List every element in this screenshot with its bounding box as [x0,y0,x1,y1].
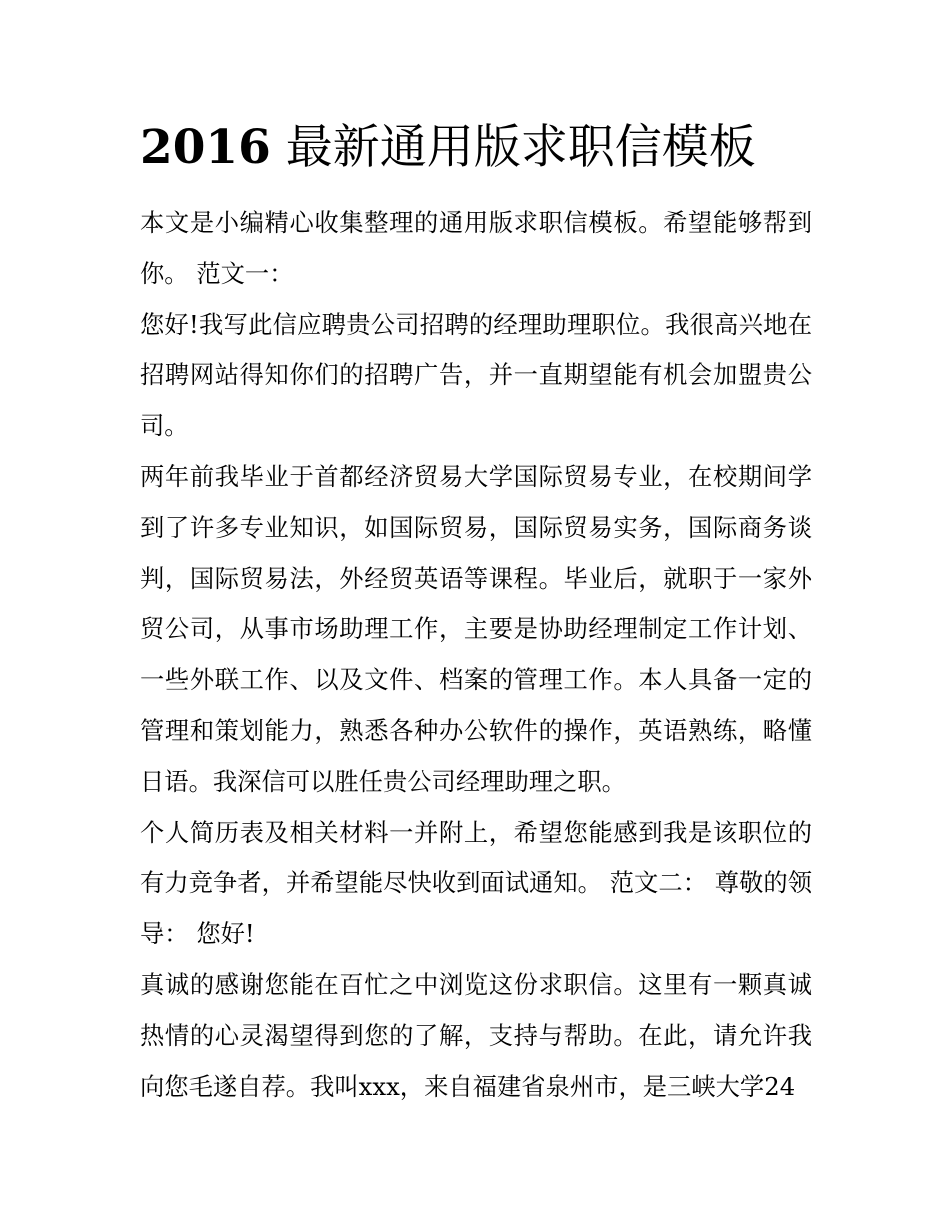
document-page [140,112,812,1112]
paragraph-sample-two: 真诚的感谢您能在百忙之中浏览这份求职信。这里有一颗真诚热情的心灵渴望得到您的了解，支持与帮助。在此，请允许我向您毛遂自荐。我叫xxx，来自福建省泉州市，是三峡大学24 [140,969,812,1101]
paragraph-greeting: 您好!我写此信应聘贵公司招聘的经理助理职位。我很高兴地在招聘网站得知你们的招聘广告，并一直期望能有机会加盟贵公司。 [140,309,812,441]
title-year: 2016 [140,120,271,175]
title-text: 最新通用版求职信模板 [285,120,756,175]
document-body [140,198,812,1112]
paragraph-closing: 个人简历表及相关材料一并附上，希望您能感到我是该职位的有力竞争者，并希望能尽快收到面试通知。 范文二： 尊敬的领导： 您好! [140,817,812,949]
paragraph-background: 两年前我毕业于首都经济贸易大学国际贸易专业，在校期间学到了许多专业知识，如国际贸易，国际贸易实务，国际商务谈判，国际贸易法，外经贸英语等课程。毕业后，就职于一家外贸公司，从事市场助理工作，主要是协助经理制定工作计划、一些外联工作、以及文件、档案的管理工作。本人具备一定的管理和策划能力，熟悉各种办公软件的操作，英语熟练，略懂日语。我深信可以胜任贵公司经理助理之职。 [140,461,812,796]
document-title [140,112,812,184]
paragraph-intro: 本文是小编精心收集整理的通用版求职信模板。希望能够帮到你。 范文一： [140,208,812,288]
